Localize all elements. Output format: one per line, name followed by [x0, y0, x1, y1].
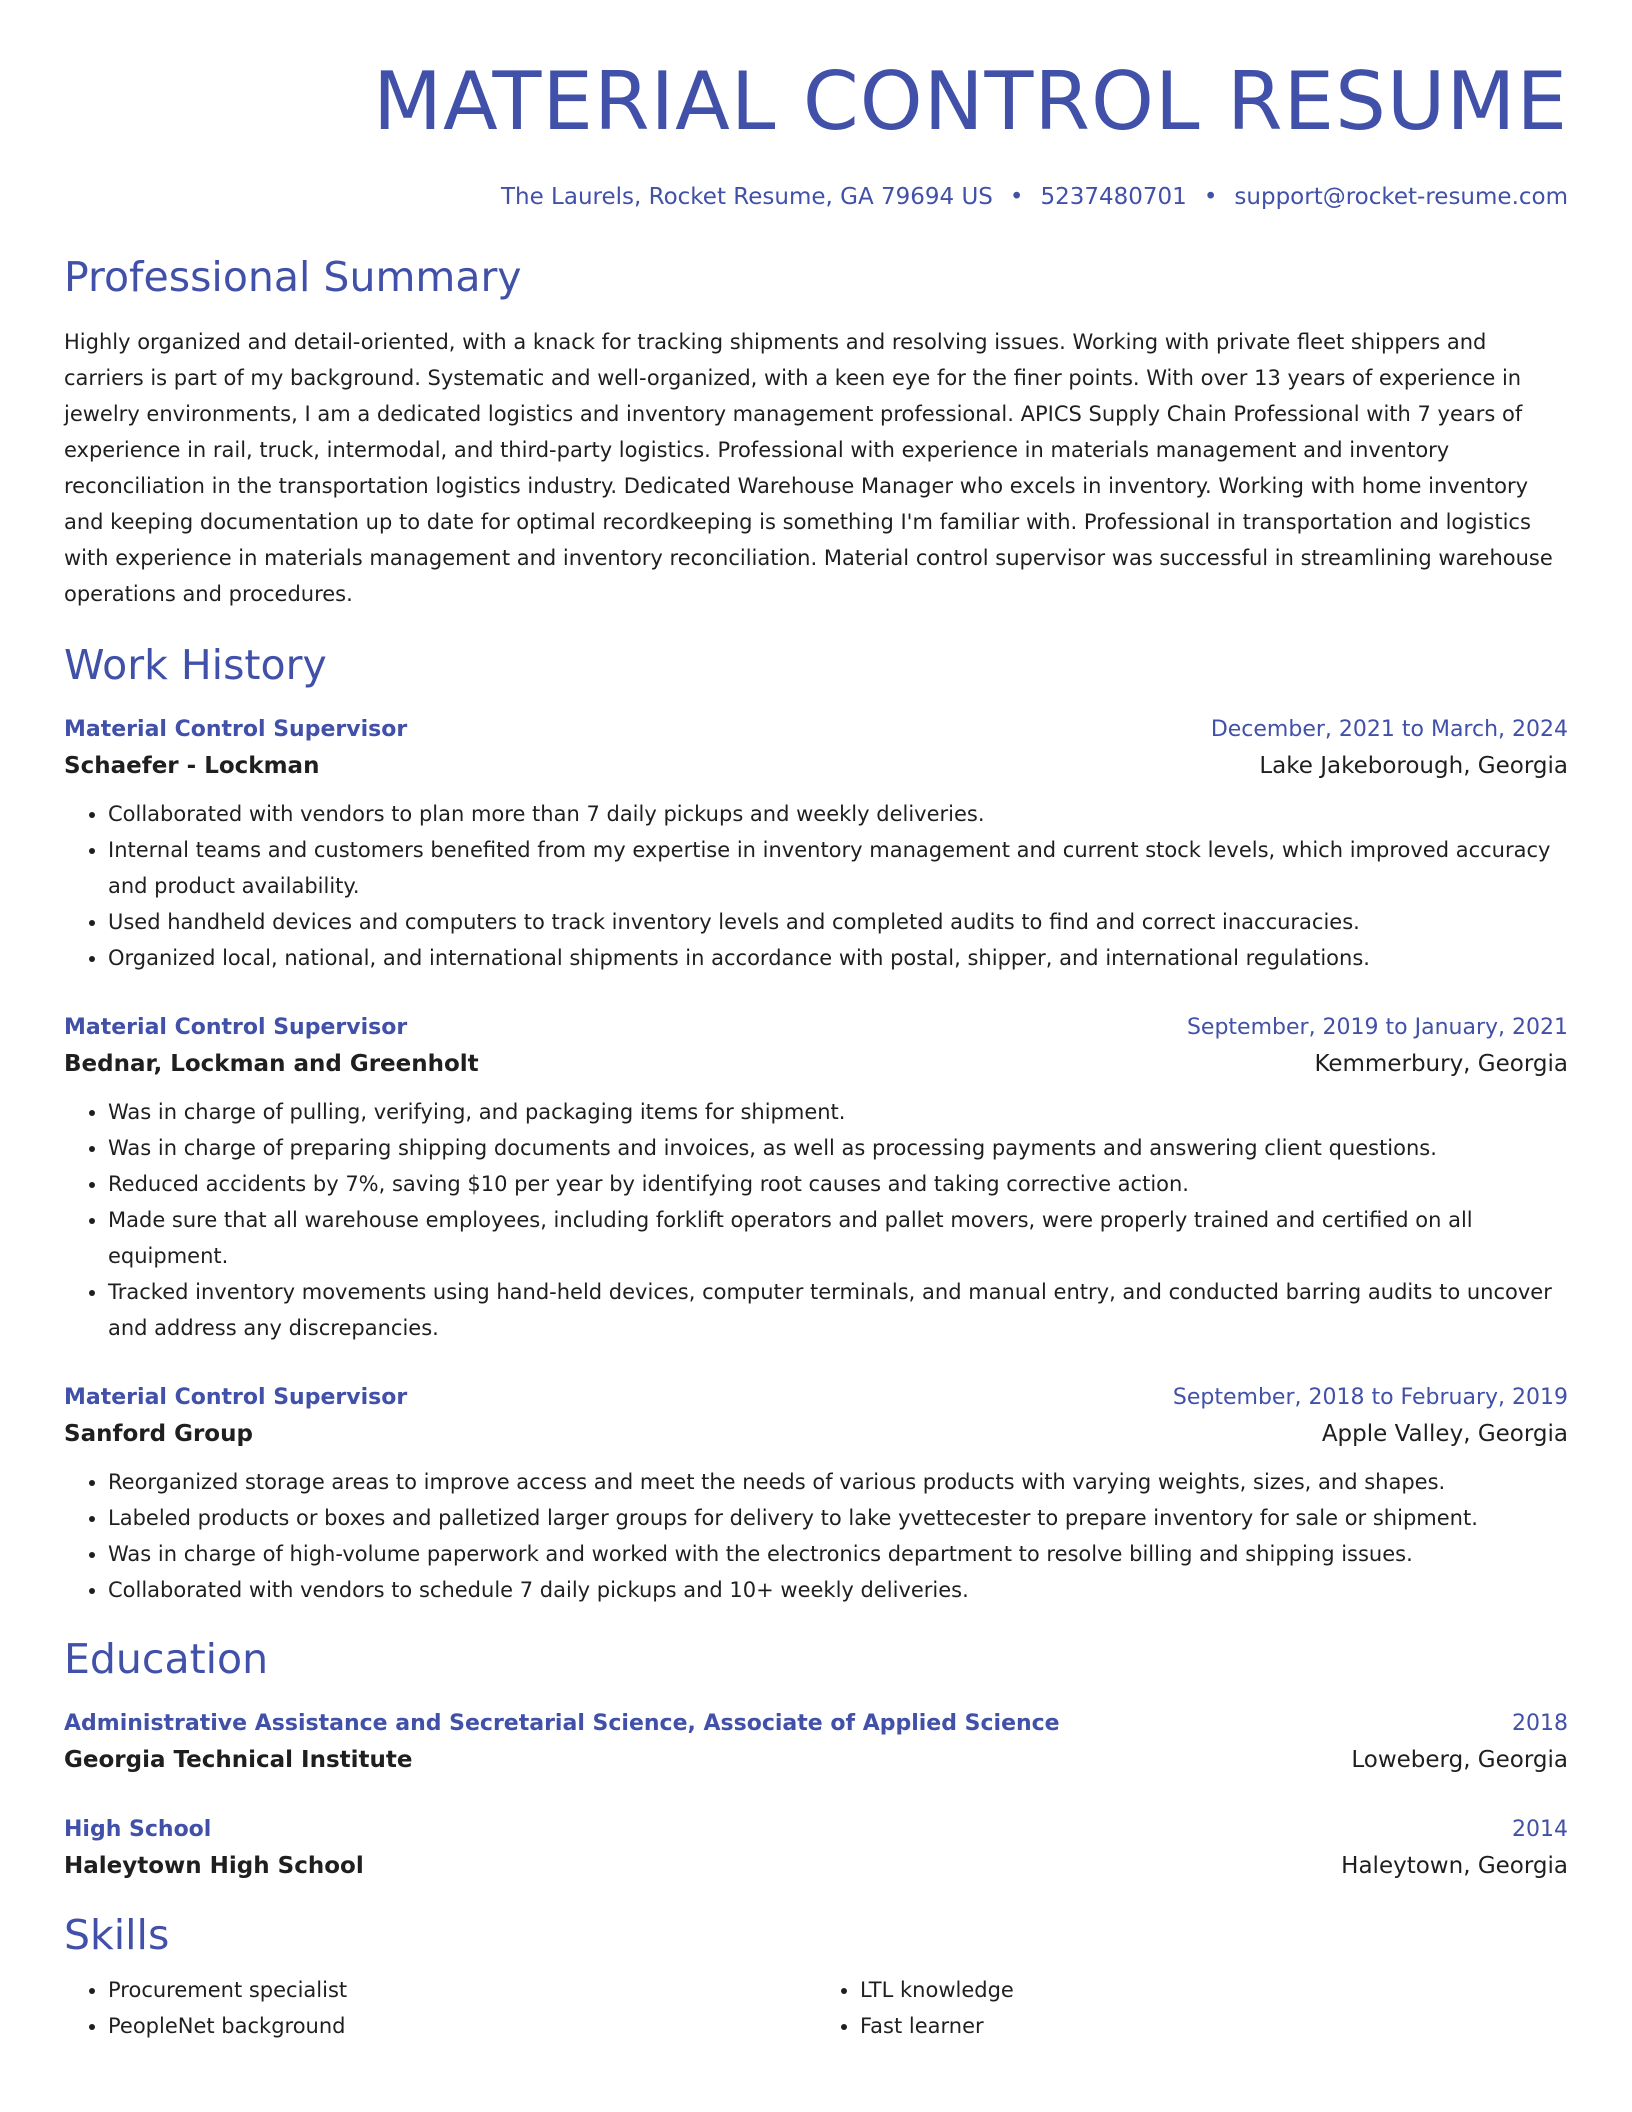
job-entry — [64, 1380, 1568, 1608]
job-company-row — [64, 1416, 1568, 1452]
education-school: Georgia Technical Institute — [64, 1747, 413, 1773]
job-role: Material Control Supervisor — [64, 1385, 408, 1410]
contact-phone: 5237480701 — [1040, 184, 1187, 210]
job-header-row — [64, 1380, 1568, 1416]
job-header-row — [64, 712, 1568, 748]
bullet-item: • Reorganized storage areas to improve access and meet the needs of various products with varying weights, sizes, and shapes. — [108, 1464, 1568, 1500]
education-location: Loweberg, Georgia — [1351, 1747, 1568, 1773]
education-entry — [64, 1706, 1568, 1778]
resume-header — [64, 54, 1568, 212]
resume-title: MATERIAL CONTROL RESUME — [373, 55, 1568, 148]
education-entry — [64, 1812, 1568, 1884]
job-entry — [64, 712, 1568, 976]
job-location: Apple Valley, Georgia — [1321, 1421, 1568, 1447]
job-bullets — [64, 796, 1568, 976]
skills-section — [64, 1910, 1568, 2044]
job-header-row — [64, 1010, 1568, 1046]
bullet-item: • Used handheld devices and computers to track inventory levels and completed audits to find and correct inaccuracies. — [108, 904, 1568, 940]
bullet-item: • Tracked inventory movements using hand-held devices, computer terminals, and manual entry, and conducted barring audits to uncover and address any discrepancies. — [108, 1274, 1568, 1346]
job-role: Material Control Supervisor — [64, 1015, 408, 1040]
contact-separator: • — [1009, 184, 1024, 210]
bullet-item: • Internal teams and customers benefited from my expertise in inventory management and current stock levels, which improved accuracy and product availability. — [108, 832, 1568, 904]
skills-column-left — [64, 1972, 816, 2044]
education-school-row — [64, 1742, 1568, 1778]
section-heading: Education — [64, 1635, 269, 1683]
contact-address: The Laurels, Rocket Resume, GA 79694 US — [500, 184, 993, 210]
job-company-row — [64, 748, 1568, 784]
education-year: 2018 — [1512, 1711, 1568, 1736]
work-history-section — [64, 640, 1568, 1608]
education-school: Haleytown High School — [64, 1853, 364, 1879]
education-header-row — [64, 1706, 1568, 1742]
bullet-item: • Was in charge of pulling, verifying, and packaging items for shipment. — [108, 1094, 1568, 1130]
job-location: Lake Jakeborough, Georgia — [1259, 753, 1568, 779]
contact-email: support@rocket-resume.com — [1234, 184, 1568, 210]
job-role: Material Control Supervisor — [64, 717, 408, 742]
job-company-row — [64, 1046, 1568, 1082]
job-dates: September, 2018 to February, 2019 — [1172, 1385, 1568, 1410]
job-location: Kemmerbury, Georgia — [1314, 1051, 1568, 1077]
bullet-item: • Collaborated with vendors to plan more than 7 daily pickups and weekly deliveries. — [108, 796, 1568, 832]
job-entry — [64, 1010, 1568, 1346]
contact-line — [64, 182, 1568, 212]
bullet-item: • Was in charge of preparing shipping documents and invoices, as well as processing payments and answering client questions. — [108, 1130, 1568, 1166]
bullet-item: • Made sure that all warehouse employees, including forklift operators and pallet movers, were properly trained and certified on all equipment. — [108, 1202, 1568, 1274]
job-company: Sanford Group — [64, 1421, 253, 1447]
job-bullets — [64, 1094, 1568, 1346]
education-year: 2014 — [1512, 1817, 1568, 1842]
education-school-row — [64, 1848, 1568, 1884]
skills-grid — [64, 1972, 1568, 2044]
skills-column-right — [816, 1972, 1568, 2044]
education-degree: Administrative Assistance and Secretarial Science, Associate of Applied Science — [64, 1711, 1060, 1736]
job-dates: September, 2019 to January, 2021 — [1186, 1015, 1568, 1040]
education-degree: High School — [64, 1817, 212, 1842]
skill-item: • Fast learner — [860, 2008, 1568, 2044]
education-location: Haleytown, Georgia — [1341, 1853, 1568, 1879]
section-heading: Work History — [64, 641, 327, 689]
job-bullets — [64, 1464, 1568, 1608]
summary-text: Highly organized and detail-oriented, with a knack for tracking shipments and resolving issues. Working with private fleet shippers and carriers is part of my background. Systematic and well-organized, with a keen eye for the finer points. With over 13 years of experience in jewelry environments, I am a dedicated logistics and inventory management professional. APICS Supply Chain Professional with 7 years of experience in rail, truck, intermodal, and third-party logistics. Professional with experience in materials management and inventory reconciliation in the transportation logistics industry. Dedicated Warehouse Manager who excels in inventory. Working with home inventory and keeping documentation up to date for optimal recordkeeping is something I'm familiar with. Professional in transportation and logistics with experience in materials management and inventory reconciliation. Material control supervisor was successful in streamlining warehouse operations and procedures. — [64, 330, 1553, 606]
skill-item: • LTL knowledge — [860, 1972, 1568, 2008]
education-section — [64, 1634, 1568, 1884]
bullet-item: • Was in charge of high-volume paperwork and worked with the electronics department to resolve billing and shipping issues. — [108, 1536, 1568, 1572]
section-heading: Professional Summary — [64, 253, 522, 301]
bullet-item: • Collaborated with vendors to schedule 7 daily pickups and 10+ weekly deliveries. — [108, 1572, 1568, 1608]
bullet-item: • Organized local, national, and international shipments in accordance with postal, shipper, and international regulations. — [108, 940, 1568, 976]
skill-item: • Procurement specialist — [108, 1972, 816, 2008]
education-header-row — [64, 1812, 1568, 1848]
bullet-item: • Labeled products or boxes and palletized larger groups for delivery to lake yvettecester to prepare inventory for sale or shipment. — [108, 1500, 1568, 1536]
section-heading: Skills — [64, 1911, 170, 1959]
job-company: Schaefer - Lockman — [64, 753, 320, 779]
skill-item: • PeopleNet background — [108, 2008, 816, 2044]
professional-summary-section — [64, 252, 1568, 612]
bullet-item: • Reduced accidents by 7%, saving $10 per year by identifying root causes and taking corrective action. — [108, 1166, 1568, 1202]
contact-separator: • — [1203, 184, 1218, 210]
job-company: Bednar, Lockman and Greenholt — [64, 1051, 479, 1077]
job-dates: December, 2021 to March, 2024 — [1210, 717, 1568, 742]
